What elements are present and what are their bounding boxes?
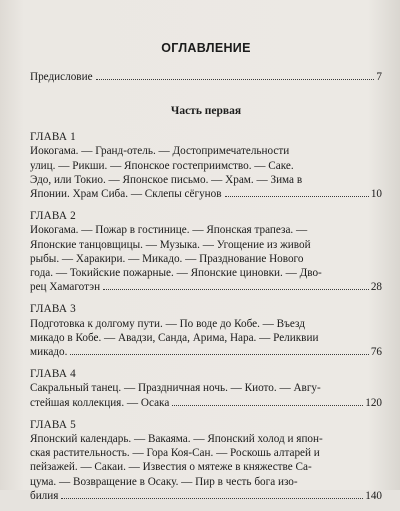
toc-entry-preface <box>30 70 382 84</box>
chapter-page-number: 140 <box>365 489 382 502</box>
chapter-heading: ГЛАВА 4 <box>30 368 76 381</box>
chapter-heading: ГЛАВА 5 <box>30 418 76 431</box>
dot-leader <box>172 405 363 406</box>
chapter-summary-line: Иокогама. — Пожар в гостинице. — Японская трапеза. — <box>30 224 308 237</box>
chapter-summary-end: билия <box>30 489 59 502</box>
chapter-last-line <box>30 396 382 410</box>
chapter-last-line <box>30 345 382 359</box>
chapter-summary-line: года. — Токийские пожарные. — Японские циновки. — Дво- <box>30 267 322 280</box>
chapter-last-line <box>30 280 382 294</box>
dot-leader <box>96 79 375 80</box>
chapter-summary-line: Эдо, или Токио. — Японское письмо. — Храм. — Зима в <box>30 173 303 186</box>
chapter-summary-line: улиц. — Рикши. — Японское гостеприимство. — Саке. <box>30 159 294 172</box>
chapter-summary <box>30 317 382 345</box>
chapter-summary-line: цума. — Возвращение в Осаку. — Пир в честь бога изо- <box>30 475 298 488</box>
toc-chapter <box>30 209 382 294</box>
toc-chapter <box>30 302 382 359</box>
chapter-heading: ГЛАВА 1 <box>30 131 76 144</box>
preface-label: Предисловие <box>30 71 93 83</box>
chapter-summary-line: Японский календарь. — Вакаяма. — Японский холод и япон- <box>30 433 323 446</box>
part-title: Часть первая <box>170 105 242 118</box>
chapter-page-number: 10 <box>370 188 382 201</box>
chapter-last-line <box>30 489 382 503</box>
dot-leader <box>225 196 369 197</box>
chapter-list <box>30 130 382 503</box>
chapter-summary-end: стейшая коллекция. — Осака <box>30 396 170 409</box>
chapter-summary <box>30 381 382 395</box>
dot-leader <box>70 354 368 355</box>
chapter-page-number: 28 <box>370 281 382 294</box>
chapter-summary-line: пейзажей. — Сакаи. — Известия о мятеже в княжестве Са- <box>30 461 312 474</box>
chapter-summary-line: Сакральный танец. — Праздничная ночь. — Киото. — Авгу- <box>30 382 321 395</box>
dot-leader <box>61 498 363 499</box>
chapter-summary-line: Иокогама. — Гранд-отель. — Достопримечательности <box>30 145 290 158</box>
dot-leader <box>103 289 369 290</box>
toc-chapter <box>30 418 382 503</box>
chapter-page-number: 120 <box>365 396 382 409</box>
preface-page: 7 <box>376 71 382 83</box>
chapter-summary <box>30 432 382 489</box>
chapter-summary-line: микадо в Кобе. — Авадзи, Санда, Арима, Нара. — Реликвии <box>30 331 319 344</box>
toc-chapter <box>30 367 382 410</box>
chapter-summary-line: рыбы. — Харакири. — Микадо. — Празднование Нового <box>30 252 304 265</box>
toc-chapter <box>30 130 382 201</box>
chapter-summary-end: микадо. <box>30 346 68 359</box>
chapter-summary-line: ская растительность. — Гора Коя-Сан. — Роскошь алтарей и <box>30 447 320 460</box>
chapter-page-number: 76 <box>370 346 382 359</box>
chapter-summary-end: рец Хамаготэн <box>30 281 101 294</box>
toc-title: ОГЛАВЛЕНИЕ <box>161 41 251 55</box>
chapter-summary <box>30 223 382 280</box>
chapter-last-line <box>30 187 382 201</box>
chapter-summary-end: Японии. Храм Сиба. — Склепы сёгунов <box>30 188 222 201</box>
chapter-summary <box>30 144 382 187</box>
chapter-summary-line: Подготовка к долгому пути. — По воде до Кобе. — Въезд <box>30 317 305 330</box>
chapter-summary-line: Японские танцовщицы. — Музыка. — Угощение из живой <box>30 238 311 251</box>
chapter-heading: ГЛАВА 3 <box>30 303 76 316</box>
table-of-contents <box>30 40 382 511</box>
chapter-heading: ГЛАВА 2 <box>30 210 76 223</box>
